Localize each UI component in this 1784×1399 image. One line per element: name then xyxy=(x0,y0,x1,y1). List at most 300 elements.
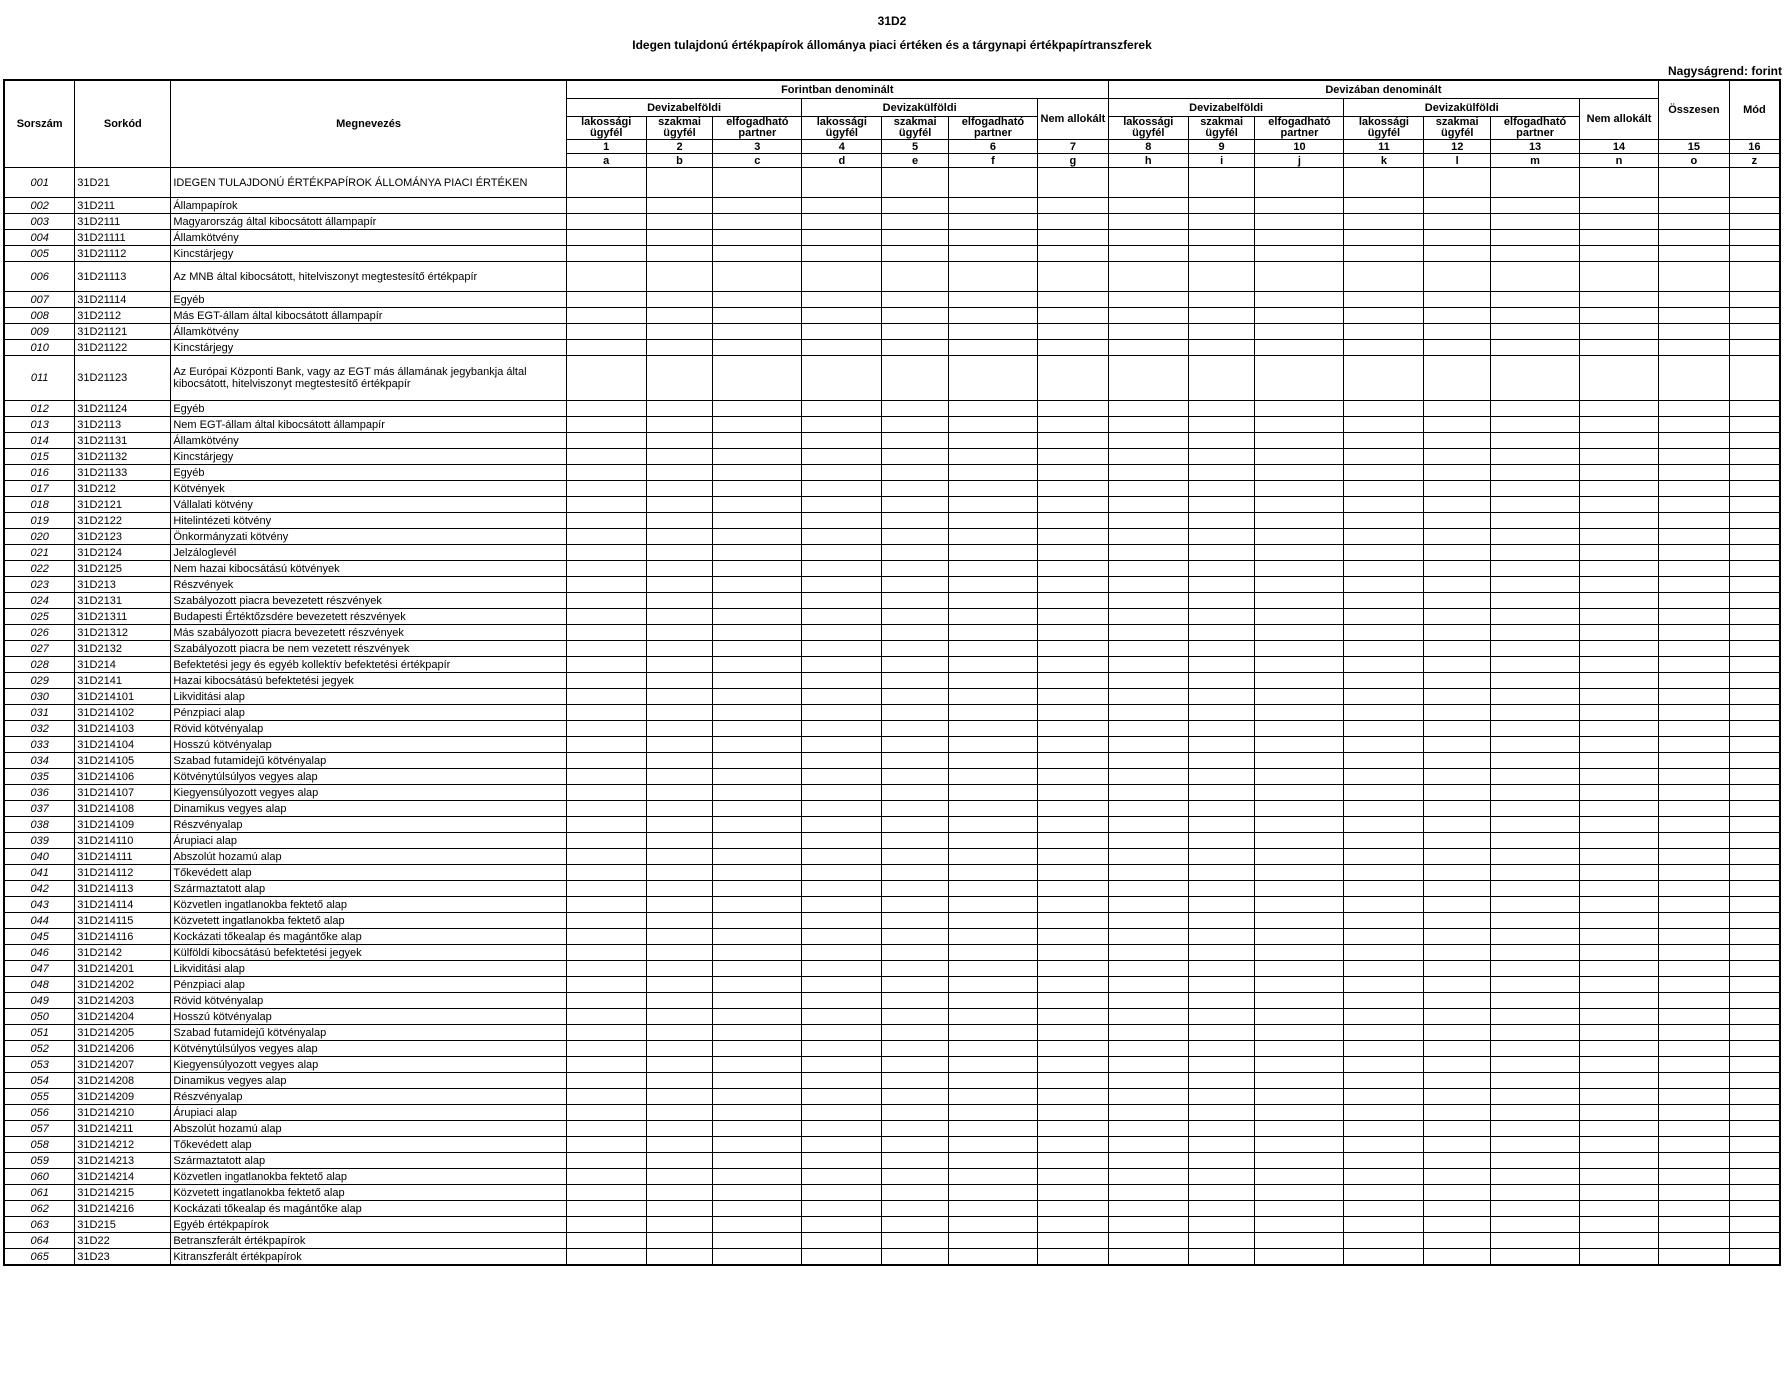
data-cell[interactable] xyxy=(566,246,646,262)
data-cell[interactable] xyxy=(948,1201,1037,1217)
data-cell[interactable] xyxy=(1255,561,1344,577)
data-cell[interactable] xyxy=(646,577,713,593)
data-cell[interactable] xyxy=(1580,292,1659,308)
data-cell[interactable] xyxy=(713,817,802,833)
data-cell[interactable] xyxy=(1729,340,1780,356)
data-cell[interactable] xyxy=(948,721,1037,737)
data-cell[interactable] xyxy=(882,1233,949,1249)
data-cell[interactable] xyxy=(1108,230,1188,246)
data-cell[interactable] xyxy=(1255,230,1344,246)
data-cell[interactable] xyxy=(1424,769,1491,785)
data-cell[interactable] xyxy=(1344,1105,1424,1121)
data-cell[interactable] xyxy=(1491,625,1580,641)
data-cell[interactable] xyxy=(1344,1217,1424,1233)
data-cell[interactable] xyxy=(1580,929,1659,945)
data-cell[interactable] xyxy=(1659,593,1730,609)
data-cell[interactable] xyxy=(1729,785,1780,801)
data-cell[interactable] xyxy=(1344,230,1424,246)
data-cell[interactable] xyxy=(882,1025,949,1041)
data-cell[interactable] xyxy=(882,641,949,657)
data-cell[interactable] xyxy=(1424,545,1491,561)
data-cell[interactable] xyxy=(1037,865,1108,881)
data-cell[interactable] xyxy=(1037,561,1108,577)
data-cell[interactable] xyxy=(882,625,949,641)
data-cell[interactable] xyxy=(882,817,949,833)
data-cell[interactable] xyxy=(802,262,882,292)
data-cell[interactable] xyxy=(1424,417,1491,433)
data-cell[interactable] xyxy=(646,529,713,545)
data-cell[interactable] xyxy=(1659,481,1730,497)
data-cell[interactable] xyxy=(882,497,949,513)
data-cell[interactable] xyxy=(1188,737,1255,753)
data-cell[interactable] xyxy=(1108,561,1188,577)
data-cell[interactable] xyxy=(1344,577,1424,593)
data-cell[interactable] xyxy=(1659,246,1730,262)
data-cell[interactable] xyxy=(1729,913,1780,929)
data-cell[interactable] xyxy=(1108,246,1188,262)
data-cell[interactable] xyxy=(1659,657,1730,673)
data-cell[interactable] xyxy=(1580,1185,1659,1201)
data-cell[interactable] xyxy=(1344,497,1424,513)
data-cell[interactable] xyxy=(1108,945,1188,961)
data-cell[interactable] xyxy=(1580,577,1659,593)
data-cell[interactable] xyxy=(566,198,646,214)
data-cell[interactable] xyxy=(1344,449,1424,465)
data-cell[interactable] xyxy=(1491,449,1580,465)
data-cell[interactable] xyxy=(1659,1233,1730,1249)
data-cell[interactable] xyxy=(713,1073,802,1089)
data-cell[interactable] xyxy=(1491,785,1580,801)
data-cell[interactable] xyxy=(646,817,713,833)
data-cell[interactable] xyxy=(1729,849,1780,865)
data-cell[interactable] xyxy=(1037,308,1108,324)
data-cell[interactable] xyxy=(1491,1185,1580,1201)
data-cell[interactable] xyxy=(1255,292,1344,308)
data-cell[interactable] xyxy=(1188,625,1255,641)
data-cell[interactable] xyxy=(1424,753,1491,769)
data-cell[interactable] xyxy=(646,721,713,737)
data-cell[interactable] xyxy=(802,1217,882,1233)
data-cell[interactable] xyxy=(1424,168,1491,198)
data-cell[interactable] xyxy=(1255,721,1344,737)
data-cell[interactable] xyxy=(1491,689,1580,705)
data-cell[interactable] xyxy=(802,641,882,657)
data-cell[interactable] xyxy=(1255,817,1344,833)
data-cell[interactable] xyxy=(882,340,949,356)
data-cell[interactable] xyxy=(1580,1025,1659,1041)
data-cell[interactable] xyxy=(1188,198,1255,214)
data-cell[interactable] xyxy=(1188,214,1255,230)
data-cell[interactable] xyxy=(802,913,882,929)
data-cell[interactable] xyxy=(1424,1057,1491,1073)
data-cell[interactable] xyxy=(1424,849,1491,865)
data-cell[interactable] xyxy=(1580,769,1659,785)
data-cell[interactable] xyxy=(713,1025,802,1041)
data-cell[interactable] xyxy=(1580,497,1659,513)
data-cell[interactable] xyxy=(1491,497,1580,513)
data-cell[interactable] xyxy=(1491,929,1580,945)
data-cell[interactable] xyxy=(1255,1041,1344,1057)
data-cell[interactable] xyxy=(948,1089,1037,1105)
data-cell[interactable] xyxy=(1659,817,1730,833)
data-cell[interactable] xyxy=(1659,513,1730,529)
data-cell[interactable] xyxy=(1729,481,1780,497)
data-cell[interactable] xyxy=(1491,561,1580,577)
data-cell[interactable] xyxy=(1344,865,1424,881)
data-cell[interactable] xyxy=(1344,356,1424,401)
data-cell[interactable] xyxy=(1188,1041,1255,1057)
data-cell[interactable] xyxy=(713,881,802,897)
data-cell[interactable] xyxy=(1729,1121,1780,1137)
data-cell[interactable] xyxy=(802,214,882,230)
data-cell[interactable] xyxy=(713,1169,802,1185)
data-cell[interactable] xyxy=(802,545,882,561)
data-cell[interactable] xyxy=(1344,513,1424,529)
data-cell[interactable] xyxy=(1344,481,1424,497)
data-cell[interactable] xyxy=(1188,817,1255,833)
data-cell[interactable] xyxy=(948,705,1037,721)
data-cell[interactable] xyxy=(713,657,802,673)
data-cell[interactable] xyxy=(1580,1073,1659,1089)
data-cell[interactable] xyxy=(713,1137,802,1153)
data-cell[interactable] xyxy=(1729,897,1780,913)
data-cell[interactable] xyxy=(1255,1121,1344,1137)
data-cell[interactable] xyxy=(802,1009,882,1025)
data-cell[interactable] xyxy=(882,881,949,897)
data-cell[interactable] xyxy=(1659,673,1730,689)
data-cell[interactable] xyxy=(882,609,949,625)
data-cell[interactable] xyxy=(1344,977,1424,993)
data-cell[interactable] xyxy=(1729,625,1780,641)
data-cell[interactable] xyxy=(1729,801,1780,817)
data-cell[interactable] xyxy=(1580,324,1659,340)
data-cell[interactable] xyxy=(1037,1089,1108,1105)
data-cell[interactable] xyxy=(948,737,1037,753)
data-cell[interactable] xyxy=(948,513,1037,529)
data-cell[interactable] xyxy=(646,865,713,881)
data-cell[interactable] xyxy=(1108,977,1188,993)
data-cell[interactable] xyxy=(948,849,1037,865)
data-cell[interactable] xyxy=(1659,1169,1730,1185)
data-cell[interactable] xyxy=(948,993,1037,1009)
data-cell[interactable] xyxy=(566,561,646,577)
data-cell[interactable] xyxy=(1424,481,1491,497)
data-cell[interactable] xyxy=(1729,1073,1780,1089)
data-cell[interactable] xyxy=(1580,1041,1659,1057)
data-cell[interactable] xyxy=(1255,1105,1344,1121)
data-cell[interactable] xyxy=(1188,168,1255,198)
data-cell[interactable] xyxy=(566,641,646,657)
data-cell[interactable] xyxy=(1344,1185,1424,1201)
data-cell[interactable] xyxy=(1659,340,1730,356)
data-cell[interactable] xyxy=(1108,481,1188,497)
data-cell[interactable] xyxy=(646,230,713,246)
data-cell[interactable] xyxy=(948,577,1037,593)
data-cell[interactable] xyxy=(802,292,882,308)
data-cell[interactable] xyxy=(1729,292,1780,308)
data-cell[interactable] xyxy=(1491,513,1580,529)
data-cell[interactable] xyxy=(1729,246,1780,262)
data-cell[interactable] xyxy=(1580,1137,1659,1153)
data-cell[interactable] xyxy=(1424,1089,1491,1105)
data-cell[interactable] xyxy=(1344,689,1424,705)
data-cell[interactable] xyxy=(1491,1201,1580,1217)
data-cell[interactable] xyxy=(802,849,882,865)
data-cell[interactable] xyxy=(646,913,713,929)
data-cell[interactable] xyxy=(1491,961,1580,977)
data-cell[interactable] xyxy=(713,737,802,753)
data-cell[interactable] xyxy=(1188,561,1255,577)
data-cell[interactable] xyxy=(882,1201,949,1217)
data-cell[interactable] xyxy=(1729,513,1780,529)
data-cell[interactable] xyxy=(1424,449,1491,465)
data-cell[interactable] xyxy=(1037,801,1108,817)
data-cell[interactable] xyxy=(1659,929,1730,945)
data-cell[interactable] xyxy=(1108,785,1188,801)
data-cell[interactable] xyxy=(882,1137,949,1153)
data-cell[interactable] xyxy=(713,721,802,737)
data-cell[interactable] xyxy=(1580,230,1659,246)
data-cell[interactable] xyxy=(713,1185,802,1201)
data-cell[interactable] xyxy=(566,817,646,833)
data-cell[interactable] xyxy=(1729,529,1780,545)
data-cell[interactable] xyxy=(1580,1105,1659,1121)
data-cell[interactable] xyxy=(882,545,949,561)
data-cell[interactable] xyxy=(1037,753,1108,769)
data-cell[interactable] xyxy=(1188,1233,1255,1249)
data-cell[interactable] xyxy=(1037,721,1108,737)
data-cell[interactable] xyxy=(646,1089,713,1105)
data-cell[interactable] xyxy=(882,673,949,689)
data-cell[interactable] xyxy=(1344,817,1424,833)
data-cell[interactable] xyxy=(1659,214,1730,230)
data-cell[interactable] xyxy=(713,641,802,657)
data-cell[interactable] xyxy=(882,1105,949,1121)
data-cell[interactable] xyxy=(1424,262,1491,292)
data-cell[interactable] xyxy=(802,356,882,401)
data-cell[interactable] xyxy=(1659,849,1730,865)
data-cell[interactable] xyxy=(646,1153,713,1169)
data-cell[interactable] xyxy=(1188,897,1255,913)
data-cell[interactable] xyxy=(1108,513,1188,529)
data-cell[interactable] xyxy=(1491,308,1580,324)
data-cell[interactable] xyxy=(1037,356,1108,401)
data-cell[interactable] xyxy=(802,433,882,449)
data-cell[interactable] xyxy=(566,897,646,913)
data-cell[interactable] xyxy=(1424,1073,1491,1089)
data-cell[interactable] xyxy=(1255,913,1344,929)
data-cell[interactable] xyxy=(1491,1041,1580,1057)
data-cell[interactable] xyxy=(713,1249,802,1266)
data-cell[interactable] xyxy=(1037,641,1108,657)
data-cell[interactable] xyxy=(1188,1009,1255,1025)
data-cell[interactable] xyxy=(802,1025,882,1041)
data-cell[interactable] xyxy=(882,198,949,214)
data-cell[interactable] xyxy=(1729,833,1780,849)
data-cell[interactable] xyxy=(713,865,802,881)
data-cell[interactable] xyxy=(1037,1041,1108,1057)
data-cell[interactable] xyxy=(802,1041,882,1057)
data-cell[interactable] xyxy=(1255,1009,1344,1025)
data-cell[interactable] xyxy=(802,689,882,705)
data-cell[interactable] xyxy=(1580,849,1659,865)
data-cell[interactable] xyxy=(1729,865,1780,881)
data-cell[interactable] xyxy=(948,625,1037,641)
data-cell[interactable] xyxy=(1037,1169,1108,1185)
data-cell[interactable] xyxy=(1659,1153,1730,1169)
data-cell[interactable] xyxy=(1491,977,1580,993)
data-cell[interactable] xyxy=(646,561,713,577)
data-cell[interactable] xyxy=(1188,481,1255,497)
data-cell[interactable] xyxy=(1188,292,1255,308)
data-cell[interactable] xyxy=(1659,401,1730,417)
data-cell[interactable] xyxy=(1255,1233,1344,1249)
data-cell[interactable] xyxy=(1108,1009,1188,1025)
data-cell[interactable] xyxy=(1424,1137,1491,1153)
data-cell[interactable] xyxy=(713,785,802,801)
data-cell[interactable] xyxy=(1659,1121,1730,1137)
data-cell[interactable] xyxy=(566,785,646,801)
data-cell[interactable] xyxy=(882,481,949,497)
data-cell[interactable] xyxy=(1659,913,1730,929)
data-cell[interactable] xyxy=(1659,168,1730,198)
data-cell[interactable] xyxy=(882,769,949,785)
data-cell[interactable] xyxy=(1344,1153,1424,1169)
data-cell[interactable] xyxy=(646,1041,713,1057)
data-cell[interactable] xyxy=(1424,673,1491,689)
data-cell[interactable] xyxy=(1188,993,1255,1009)
data-cell[interactable] xyxy=(802,721,882,737)
data-cell[interactable] xyxy=(1424,433,1491,449)
data-cell[interactable] xyxy=(882,705,949,721)
data-cell[interactable] xyxy=(1108,1121,1188,1137)
data-cell[interactable] xyxy=(1255,1153,1344,1169)
data-cell[interactable] xyxy=(1344,545,1424,561)
data-cell[interactable] xyxy=(1659,262,1730,292)
data-cell[interactable] xyxy=(566,417,646,433)
data-cell[interactable] xyxy=(1188,433,1255,449)
data-cell[interactable] xyxy=(1255,897,1344,913)
data-cell[interactable] xyxy=(1108,641,1188,657)
data-cell[interactable] xyxy=(1659,641,1730,657)
data-cell[interactable] xyxy=(646,246,713,262)
data-cell[interactable] xyxy=(882,465,949,481)
data-cell[interactable] xyxy=(1729,753,1780,769)
data-cell[interactable] xyxy=(1659,945,1730,961)
data-cell[interactable] xyxy=(1580,1233,1659,1249)
data-cell[interactable] xyxy=(1108,214,1188,230)
data-cell[interactable] xyxy=(1491,1121,1580,1137)
data-cell[interactable] xyxy=(802,513,882,529)
data-cell[interactable] xyxy=(646,1105,713,1121)
data-cell[interactable] xyxy=(713,897,802,913)
data-cell[interactable] xyxy=(802,737,882,753)
data-cell[interactable] xyxy=(1037,1137,1108,1153)
data-cell[interactable] xyxy=(1188,689,1255,705)
data-cell[interactable] xyxy=(1424,340,1491,356)
data-cell[interactable] xyxy=(713,833,802,849)
data-cell[interactable] xyxy=(646,625,713,641)
data-cell[interactable] xyxy=(1580,1201,1659,1217)
data-cell[interactable] xyxy=(1344,881,1424,897)
data-cell[interactable] xyxy=(1037,324,1108,340)
data-cell[interactable] xyxy=(1255,356,1344,401)
data-cell[interactable] xyxy=(713,497,802,513)
data-cell[interactable] xyxy=(1729,705,1780,721)
data-cell[interactable] xyxy=(1491,262,1580,292)
data-cell[interactable] xyxy=(802,609,882,625)
data-cell[interactable] xyxy=(882,1009,949,1025)
data-cell[interactable] xyxy=(566,593,646,609)
data-cell[interactable] xyxy=(1188,340,1255,356)
data-cell[interactable] xyxy=(882,1089,949,1105)
data-cell[interactable] xyxy=(1659,753,1730,769)
data-cell[interactable] xyxy=(1188,230,1255,246)
data-cell[interactable] xyxy=(646,340,713,356)
data-cell[interactable] xyxy=(1255,1137,1344,1153)
data-cell[interactable] xyxy=(948,977,1037,993)
data-cell[interactable] xyxy=(1255,340,1344,356)
data-cell[interactable] xyxy=(566,865,646,881)
data-cell[interactable] xyxy=(566,705,646,721)
data-cell[interactable] xyxy=(1491,214,1580,230)
data-cell[interactable] xyxy=(802,705,882,721)
data-cell[interactable] xyxy=(646,513,713,529)
data-cell[interactable] xyxy=(948,1057,1037,1073)
data-cell[interactable] xyxy=(1188,881,1255,897)
data-cell[interactable] xyxy=(1037,673,1108,689)
data-cell[interactable] xyxy=(1037,657,1108,673)
data-cell[interactable] xyxy=(802,577,882,593)
data-cell[interactable] xyxy=(1037,433,1108,449)
data-cell[interactable] xyxy=(1188,1153,1255,1169)
data-cell[interactable] xyxy=(882,529,949,545)
data-cell[interactable] xyxy=(713,292,802,308)
data-cell[interactable] xyxy=(1659,1249,1730,1266)
data-cell[interactable] xyxy=(1037,292,1108,308)
data-cell[interactable] xyxy=(1037,929,1108,945)
data-cell[interactable] xyxy=(1344,753,1424,769)
data-cell[interactable] xyxy=(1729,721,1780,737)
data-cell[interactable] xyxy=(1729,1105,1780,1121)
data-cell[interactable] xyxy=(1580,721,1659,737)
data-cell[interactable] xyxy=(1188,961,1255,977)
data-cell[interactable] xyxy=(1424,230,1491,246)
data-cell[interactable] xyxy=(882,214,949,230)
data-cell[interactable] xyxy=(1037,833,1108,849)
data-cell[interactable] xyxy=(802,324,882,340)
data-cell[interactable] xyxy=(1037,609,1108,625)
data-cell[interactable] xyxy=(1491,1073,1580,1089)
data-cell[interactable] xyxy=(1344,913,1424,929)
data-cell[interactable] xyxy=(1108,593,1188,609)
data-cell[interactable] xyxy=(802,1201,882,1217)
data-cell[interactable] xyxy=(882,833,949,849)
data-cell[interactable] xyxy=(1491,833,1580,849)
data-cell[interactable] xyxy=(1580,609,1659,625)
data-cell[interactable] xyxy=(1659,1137,1730,1153)
data-cell[interactable] xyxy=(1344,1201,1424,1217)
data-cell[interactable] xyxy=(1255,705,1344,721)
data-cell[interactable] xyxy=(1729,230,1780,246)
data-cell[interactable] xyxy=(948,465,1037,481)
data-cell[interactable] xyxy=(1424,1233,1491,1249)
data-cell[interactable] xyxy=(1424,1201,1491,1217)
data-cell[interactable] xyxy=(1580,1057,1659,1073)
data-cell[interactable] xyxy=(713,449,802,465)
data-cell[interactable] xyxy=(948,1185,1037,1201)
data-cell[interactable] xyxy=(1188,308,1255,324)
